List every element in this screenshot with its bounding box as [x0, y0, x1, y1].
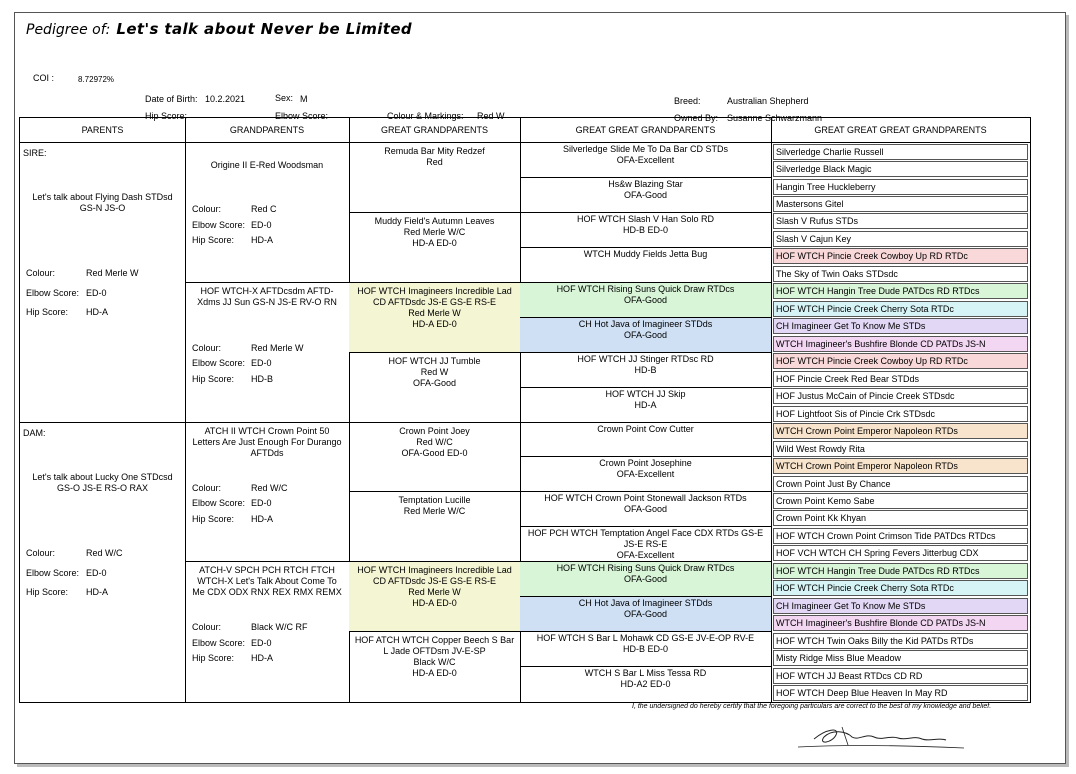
elbow-label: Elbow Score:: [275, 111, 329, 121]
great-great-grandparent-cell: Crown Point Cow Cutter: [520, 423, 771, 458]
header-great-great-great-grandparents: GREAT GREAT GREAT GRANDPARENTS: [771, 118, 1030, 143]
grandparent-hip-label: Hip Score:: [192, 653, 235, 664]
great-great-grandparent-cell: HOF WTCH Rising Suns Quick Draw RTDcs OFA-Good: [520, 283, 771, 318]
great-great-grandparent-cell: HOF WTCH JJ Stinger RTDsc RD HD-B: [520, 353, 771, 388]
great-great-great-grandparent-entry: HOF WTCH Pincie Creek Cowboy Up RD RTDc: [773, 353, 1028, 369]
great-great-great-grandparent-entry: Slash V Cajun Key: [773, 231, 1028, 247]
great-great-great-grandparent-entry: HOF WTCH Pincie Creek Cherry Sota RTDc: [773, 301, 1028, 317]
header-parents: PARENTS: [20, 118, 185, 143]
grandparent-hip: HD-A: [251, 235, 273, 245]
great-great-grandparent-cell: HOF WTCH S Bar L Mohawk CD GS-E JV-E-OP RV-E HD-B ED-0: [520, 632, 771, 667]
great-great-great-grandparent-entry: Hangin Tree Huckleberry: [773, 179, 1028, 195]
grandparent-name: HOF WTCH-X AFTDcsdm AFTD-Xdms JJ Sun GS-N JS-E RV-O RN: [197, 285, 337, 307]
great-great-great-grandparent-entry: CH Imagineer Get To Know Me STDs: [773, 318, 1028, 334]
great-great-great-grandparent-entry: HOF WTCH Twin Oaks Billy the Kid PATDs RTDs: [773, 633, 1028, 649]
page-title: [26, 20, 412, 38]
header-great-grandparents: GREAT GRANDPARENTS: [349, 118, 520, 143]
great-great-great-grandparent-entry: HOF WTCH Crown Point Crimson Tide PATDcs RTDcs: [773, 528, 1028, 544]
grandparent-elbow: ED-0: [251, 358, 272, 369]
grandparent-hip-label: Hip Score:: [192, 513, 235, 524]
grandparent-elbow-label: Elbow Score:: [192, 637, 246, 648]
great-great-great-grandparent-entry: Silverledge Charlie Russell: [773, 144, 1028, 160]
grandparent-name: ATCH II WTCH Crown Point 50 Letters Are Just Enough For Durango AFTDds: [192, 425, 342, 458]
great-great-great-grandparent-entry: HOF WTCH Pincie Creek Cherry Sota RTDc: [773, 580, 1028, 596]
hip-label: Hip Score:: [145, 111, 188, 121]
great-great-grandparent-cell: HOF WTCH Slash V Han Solo RD HD-B ED-0: [520, 213, 771, 248]
colour-value: Red W: [477, 111, 505, 121]
great-great-great-grandparent-entry: HOF Pincie Creek Red Bear STDds: [773, 371, 1028, 387]
colour-label: Colour & Markings:: [387, 111, 464, 121]
great-grandparent-cell: Temptation Lucille Red Merle W/C: [349, 492, 520, 562]
grandparent-hip: HD-B: [251, 373, 273, 384]
great-grandparent-cell: Crown Point Joey Red W/C OFA-Good ED-0: [349, 423, 520, 493]
grandparent-hip: HD-A: [251, 653, 273, 664]
great-grandparent-cell: HOF ATCH WTCH Copper Beech S Bar L Jade OFTDsm JV-E-SP Black W/C HD-A ED-0: [354, 635, 515, 679]
great-great-great-grandparent-entry: HOF WTCH Hangin Tree Dude PATDcs RD RTDcs: [773, 283, 1028, 299]
certification-text: I, the undersigned do hereby certify that the foregoing particulars are correct to the best of my knowledge and belief.: [632, 703, 992, 710]
grandparent-colour-label: Colour:: [192, 204, 222, 214]
great-grandparent-cell: HOF WTCH Imagineers Incredible Lad CD AFTDsdc JS-E GS-E RS-E Red Merle W HD-A ED-0: [349, 283, 520, 353]
grandparent-elbow-label: Elbow Score:: [192, 358, 246, 369]
header-great-great-grandparents: GREAT GREAT GRANDPARENTS: [520, 118, 771, 143]
grandparent-elbow-label: Elbow Score:: [192, 498, 246, 508]
pedigree-table: [19, 117, 1031, 703]
great-great-great-grandparent-entry: Wild West Rowdy Rita: [773, 441, 1028, 457]
parent-hip: HD-A: [86, 307, 108, 317]
grandparent-colour: Red W/C: [251, 482, 288, 493]
great-great-great-grandparent-entry: HOF VCH WTCH CH Spring Fevers Jitterbug CDX: [773, 545, 1028, 561]
parent-hip: HD-A: [86, 587, 108, 597]
great-grandparent-cell: Remuda Bar Mity Redzef Red: [349, 143, 520, 213]
parent-hip-label: Hip Score:: [26, 307, 69, 317]
header-grandparents: GRANDPARENTS: [185, 118, 349, 143]
great-great-great-grandparent-entry: HOF WTCH Deep Blue Heaven In May RD: [773, 685, 1028, 701]
parent-colour: Red W/C: [86, 548, 123, 558]
grandparent-elbow: ED-0: [251, 637, 272, 648]
signature-image: [796, 715, 966, 755]
owner-value: Susanne Schwarzmann: [727, 113, 823, 123]
parent-hip-label: Hip Score:: [26, 587, 69, 597]
grandparent-colour: Red Merle W: [251, 342, 304, 353]
parent-name: Let's talk about Flying Dash STDsd GS-N JS-O: [32, 192, 173, 213]
great-great-great-grandparent-entry: WTCH Crown Point Emperor Napoleon RTDs: [773, 458, 1028, 474]
great-great-grandparent-cell: HOF WTCH Rising Suns Quick Draw RTDcs OFA-Good: [520, 562, 771, 597]
great-grandparents-column: [349, 118, 521, 702]
parent-cell-dam: [20, 423, 185, 702]
title-prefix: Pedigree of:: [26, 22, 111, 38]
great-great-great-grandparent-entry: Mastersons Gitel: [773, 196, 1028, 212]
great-great-great-grandparent-entry: HOF WTCH JJ Beast RTDcs CD RD: [773, 668, 1028, 684]
grandparent-elbow: ED-0: [251, 498, 272, 508]
great-grandparent-cell: HOF WTCH JJ Tumble Red W OFA-Good: [349, 353, 520, 423]
great-great-great-grandparent-entry: Slash V Rufus STDs: [773, 213, 1028, 229]
parent-elbow-label: Elbow Score:: [26, 568, 80, 578]
great-great-great-grandparents-column: [771, 118, 1030, 702]
sex-label: Sex:: [275, 93, 294, 103]
great-great-great-grandparent-entry: WTCH Imagineer's Bushfire Blonde CD PATDs JS-N: [773, 336, 1028, 352]
grandparent-cell: [185, 423, 349, 563]
grandparent-hip-label: Hip Score:: [192, 373, 235, 384]
great-great-grandparents-column: [520, 118, 772, 702]
great-great-great-grandparent-entry: Crown Point Kk Khyan: [773, 510, 1028, 526]
owner-label: Owned By:: [674, 113, 719, 123]
parent-role: SIRE:: [23, 148, 47, 158]
parent-elbow-label: Elbow Score:: [26, 288, 80, 298]
parent-name: Let's talk about Lucky One STDcsd GS-O JS-E RS-O RAX: [32, 472, 173, 493]
great-great-great-grandparent-entry: HOF Lightfoot Sis of Pincie Crk STDsdc: [773, 406, 1028, 422]
parent-colour: Red Merle W: [86, 268, 139, 278]
great-great-great-grandparent-entry: HOF WTCH Pincie Creek Cowboy Up RD RTDc: [773, 248, 1028, 264]
grandparent-colour-label: Colour:: [192, 622, 222, 633]
grandparent-colour: Black W/C RF: [251, 622, 308, 633]
grandparents-column: [185, 118, 350, 702]
grandparent-colour: Red C: [251, 204, 277, 214]
grandparent-hip: HD-A: [251, 513, 273, 524]
breed-value: Australian Shepherd: [727, 96, 809, 106]
great-great-grandparent-cell: Silverledge Slide Me To Da Bar CD STDs OFA-Excellent: [520, 143, 771, 178]
coi-label: COI :: [33, 73, 55, 83]
parent-role: DAM:: [23, 428, 46, 438]
great-great-great-grandparent-entry: HOF Justus McCain of Pincie Creek STDsdc: [773, 388, 1028, 404]
great-great-great-grandparent-entry: The Sky of Twin Oaks STDsdc: [773, 266, 1028, 282]
great-great-great-grandparent-entry: HOF WTCH Hangin Tree Dude PATDcs RD RTDcs: [773, 563, 1028, 579]
grandparent-cell: [185, 562, 349, 702]
great-grandparent-cell: HOF WTCH Imagineers Incredible Lad CD AFTDsdc JS-E GS-E RS-E Red Merle W HD-A ED-0: [349, 562, 520, 632]
great-great-great-grandparent-entry: Crown Point Kemo Sabe: [773, 493, 1028, 509]
grandparent-name: ATCH-V SPCH PCH RTCH FTCH WTCH-X Let's Talk About Come To Me CDX ODX RNX REX RMX REMX: [192, 565, 342, 598]
great-great-great-grandparent-entry: Crown Point Just By Chance: [773, 476, 1028, 492]
great-great-grandparent-cell: CH Hot Java of Imagineer STDds OFA-Good: [520, 318, 771, 353]
parent-cell-sire: [20, 143, 185, 423]
grandparent-cell: [185, 143, 349, 283]
grandparent-hip-label: Hip Score:: [192, 235, 235, 245]
great-great-grandparent-cell: Hs&w Blazing Star OFA-Good: [520, 178, 771, 213]
coi-value: 8.72972%: [78, 75, 115, 84]
dog-name: Let's talk about Never be Limited: [116, 20, 413, 38]
parent-colour-label: Colour:: [26, 268, 56, 278]
grandparent-colour-label: Colour:: [192, 482, 222, 493]
great-great-grandparent-cell: WTCH Muddy Fields Jetta Bug: [520, 248, 771, 283]
great-great-great-grandparent-entry: CH Imagineer Get To Know Me STDs: [773, 598, 1028, 614]
parent-elbow: ED-0: [86, 288, 107, 298]
grandparent-elbow-label: Elbow Score:: [192, 219, 246, 230]
grandparent-name: Origine II E-Red Woodsman: [210, 160, 324, 170]
great-great-great-grandparent-entry: WTCH Crown Point Emperor Napoleon RTDs: [773, 423, 1028, 439]
parents-column: [20, 118, 186, 702]
grandparent-cell: [185, 283, 349, 423]
dob-value: 10.2.2021: [205, 94, 246, 104]
great-great-grandparent-cell: HOF WTCH JJ Skip HD-A: [520, 388, 771, 423]
breed-label: Breed:: [674, 96, 701, 106]
great-great-great-grandparent-entry: Silverledge Black Magic: [773, 161, 1028, 177]
great-great-great-grandparent-entry: WTCH Imagineer's Bushfire Blonde CD PATDs JS-N: [773, 615, 1028, 631]
parent-colour-label: Colour:: [26, 548, 56, 558]
dob-label: Date of Birth:: [145, 94, 198, 104]
parent-elbow: ED-0: [86, 568, 107, 578]
great-great-grandparent-cell: Crown Point Josephine OFA-Excellent: [520, 457, 771, 492]
great-great-grandparent-cell: CH Hot Java of Imagineer STDds OFA-Good: [520, 597, 771, 632]
great-great-grandparent-cell: HOF PCH WTCH Temptation Angel Face CDX RTDs GS-E JS-E RS-E OFA-Excellent: [520, 527, 771, 562]
great-great-grandparent-cell: HOF WTCH Crown Point Stonewall Jackson RTDs OFA-Good: [520, 492, 771, 527]
sex-value: M: [300, 94, 308, 104]
great-great-great-grandparent-entry: Misty Ridge Miss Blue Meadow: [773, 650, 1028, 666]
grandparent-elbow: ED-0: [251, 219, 272, 230]
great-grandparent-cell: Muddy Field's Autumn Leaves Red Merle W/C HD-A ED-0: [349, 213, 520, 283]
grandparent-colour-label: Colour:: [192, 342, 222, 353]
great-great-grandparent-cell: WTCH S Bar L Miss Tessa RD HD-A2 ED-0: [584, 668, 707, 690]
